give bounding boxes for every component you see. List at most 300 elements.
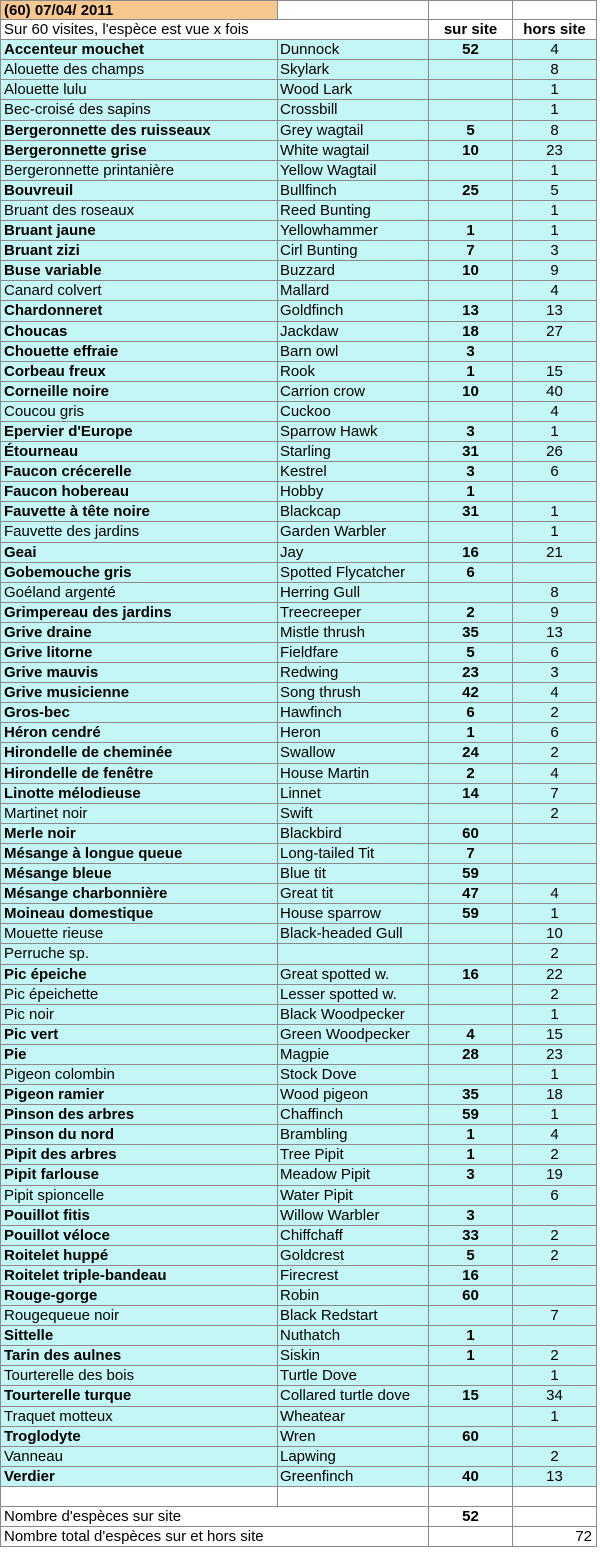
count-off-site[interactable]: 1 (513, 80, 597, 100)
species-english-name[interactable]: Hawfinch (278, 703, 429, 723)
empty-cell[interactable] (0, 1487, 278, 1507)
count-on-site[interactable]: 7 (429, 844, 513, 864)
species-french-name[interactable]: Pic noir (0, 1005, 278, 1025)
species-french-name[interactable]: Grive mauvis (0, 663, 278, 683)
species-english-name[interactable]: Song thrush (278, 683, 429, 703)
species-french-name[interactable]: Geai (0, 543, 278, 563)
count-on-site[interactable] (429, 1366, 513, 1386)
count-on-site[interactable]: 59 (429, 904, 513, 924)
count-on-site[interactable]: 35 (429, 623, 513, 643)
species-english-name[interactable]: Buzzard (278, 261, 429, 281)
count-off-site[interactable]: 1 (513, 1366, 597, 1386)
species-french-name[interactable]: Rouge-gorge (0, 1286, 278, 1306)
count-on-site[interactable]: 1 (429, 723, 513, 743)
count-off-site[interactable]: 40 (513, 382, 597, 402)
count-on-site[interactable]: 31 (429, 442, 513, 462)
count-on-site[interactable] (429, 80, 513, 100)
species-french-name[interactable]: Choucas (0, 322, 278, 342)
species-english-name[interactable]: Black-headed Gull (278, 924, 429, 944)
species-english-name[interactable] (278, 944, 429, 964)
species-french-name[interactable]: Sittelle (0, 1326, 278, 1346)
species-english-name[interactable]: Fieldfare (278, 643, 429, 663)
count-on-site[interactable]: 59 (429, 1105, 513, 1125)
species-english-name[interactable]: Meadow Pipit (278, 1165, 429, 1185)
count-on-site[interactable]: 31 (429, 502, 513, 522)
species-english-name[interactable]: Blackcap (278, 502, 429, 522)
species-french-name[interactable]: Hirondelle de cheminée (0, 743, 278, 763)
species-french-name[interactable]: Perruche sp. (0, 944, 278, 964)
count-on-site[interactable]: 42 (429, 683, 513, 703)
species-english-name[interactable]: Carrion crow (278, 382, 429, 402)
count-off-site[interactable] (513, 1206, 597, 1226)
species-english-name[interactable]: Wheatear (278, 1407, 429, 1427)
count-off-site[interactable] (513, 563, 597, 583)
count-on-site[interactable]: 40 (429, 1467, 513, 1487)
species-french-name[interactable]: Alouette des champs (0, 60, 278, 80)
count-off-site[interactable]: 13 (513, 1467, 597, 1487)
species-english-name[interactable]: Swift (278, 804, 429, 824)
species-total-value[interactable]: 72 (513, 1527, 597, 1547)
species-english-name[interactable]: Goldfinch (278, 301, 429, 321)
count-on-site[interactable]: 25 (429, 181, 513, 201)
species-french-name[interactable]: Moineau domestique (0, 904, 278, 924)
species-english-name[interactable]: Siskin (278, 1346, 429, 1366)
count-off-site[interactable]: 4 (513, 1125, 597, 1145)
species-english-name[interactable]: Collared turtle dove (278, 1386, 429, 1406)
count-on-site[interactable]: 35 (429, 1085, 513, 1105)
count-on-site[interactable]: 5 (429, 643, 513, 663)
count-on-site[interactable]: 6 (429, 703, 513, 723)
species-french-name[interactable]: Pie (0, 1045, 278, 1065)
count-on-site[interactable] (429, 402, 513, 422)
empty-cell[interactable] (513, 0, 597, 20)
count-on-site[interactable]: 4 (429, 1025, 513, 1045)
count-off-site[interactable]: 6 (513, 723, 597, 743)
count-on-site[interactable]: 59 (429, 864, 513, 884)
species-french-name[interactable]: Grive draine (0, 623, 278, 643)
count-on-site[interactable]: 60 (429, 824, 513, 844)
count-on-site[interactable]: 60 (429, 1286, 513, 1306)
species-french-name[interactable]: Alouette lulu (0, 80, 278, 100)
species-french-name[interactable]: Rougequeue noir (0, 1306, 278, 1326)
species-french-name[interactable]: Linotte mélodieuse (0, 784, 278, 804)
species-english-name[interactable]: Water Pipit (278, 1186, 429, 1206)
empty-cell[interactable] (429, 1527, 513, 1547)
species-english-name[interactable]: Heron (278, 723, 429, 743)
count-off-site[interactable]: 23 (513, 141, 597, 161)
count-on-site[interactable] (429, 281, 513, 301)
species-english-name[interactable]: House sparrow (278, 904, 429, 924)
count-on-site[interactable]: 3 (429, 342, 513, 362)
count-off-site[interactable]: 1 (513, 1005, 597, 1025)
header-on-site[interactable]: sur site (429, 20, 513, 40)
count-on-site[interactable] (429, 804, 513, 824)
count-off-site[interactable]: 15 (513, 362, 597, 382)
count-off-site[interactable]: 5 (513, 181, 597, 201)
count-off-site[interactable]: 2 (513, 985, 597, 1005)
species-english-name[interactable]: Great tit (278, 884, 429, 904)
species-english-name[interactable]: Green Woodpecker (278, 1025, 429, 1045)
species-french-name[interactable]: Bruant des roseaux (0, 201, 278, 221)
count-on-site[interactable]: 23 (429, 663, 513, 683)
count-off-site[interactable]: 1 (513, 1105, 597, 1125)
count-on-site[interactable]: 47 (429, 884, 513, 904)
species-french-name[interactable]: Pinson des arbres (0, 1105, 278, 1125)
empty-cell[interactable] (278, 1487, 429, 1507)
count-off-site[interactable]: 21 (513, 543, 597, 563)
species-french-name[interactable]: Héron cendré (0, 723, 278, 743)
species-french-name[interactable]: Bergeronnette des ruisseaux (0, 121, 278, 141)
species-english-name[interactable]: Lesser spotted w. (278, 985, 429, 1005)
species-english-name[interactable]: Stock Dove (278, 1065, 429, 1085)
count-off-site[interactable]: 2 (513, 1447, 597, 1467)
count-off-site[interactable]: 1 (513, 1065, 597, 1085)
species-french-name[interactable]: Faucon hobereau (0, 482, 278, 502)
species-french-name[interactable]: Canard colvert (0, 281, 278, 301)
species-english-name[interactable]: Sparrow Hawk (278, 422, 429, 442)
count-on-site[interactable]: 14 (429, 784, 513, 804)
count-off-site[interactable]: 1 (513, 1407, 597, 1427)
species-english-name[interactable]: Starling (278, 442, 429, 462)
species-english-name[interactable]: Swallow (278, 743, 429, 763)
count-off-site[interactable] (513, 1286, 597, 1306)
count-on-site[interactable]: 5 (429, 1246, 513, 1266)
species-french-name[interactable]: Mouette rieuse (0, 924, 278, 944)
count-on-site[interactable] (429, 60, 513, 80)
species-english-name[interactable]: Yellowhammer (278, 221, 429, 241)
count-off-site[interactable] (513, 342, 597, 362)
species-french-name[interactable]: Roitelet triple-bandeau (0, 1266, 278, 1286)
species-english-name[interactable]: Hobby (278, 482, 429, 502)
count-on-site[interactable]: 2 (429, 764, 513, 784)
species-french-name[interactable]: Buse variable (0, 261, 278, 281)
species-french-name[interactable]: Grimpereau des jardins (0, 603, 278, 623)
count-on-site[interactable]: 3 (429, 422, 513, 442)
count-off-site[interactable] (513, 482, 597, 502)
count-off-site[interactable]: 15 (513, 1025, 597, 1045)
count-off-site[interactable]: 8 (513, 60, 597, 80)
count-off-site[interactable] (513, 844, 597, 864)
species-english-name[interactable]: Dunnock (278, 40, 429, 60)
species-english-name[interactable]: Cuckoo (278, 402, 429, 422)
count-off-site[interactable] (513, 1326, 597, 1346)
species-french-name[interactable]: Vanneau (0, 1447, 278, 1467)
species-english-name[interactable]: Tree Pipit (278, 1145, 429, 1165)
species-french-name[interactable]: Pigeon ramier (0, 1085, 278, 1105)
count-off-site[interactable]: 34 (513, 1386, 597, 1406)
species-english-name[interactable]: Garden Warbler (278, 522, 429, 542)
species-french-name[interactable]: Pipit spioncelle (0, 1186, 278, 1206)
count-on-site[interactable]: 24 (429, 743, 513, 763)
species-english-name[interactable]: Redwing (278, 663, 429, 683)
count-off-site[interactable]: 1 (513, 161, 597, 181)
species-french-name[interactable]: Tourterelle des bois (0, 1366, 278, 1386)
species-french-name[interactable]: Verdier (0, 1467, 278, 1487)
count-off-site[interactable]: 19 (513, 1165, 597, 1185)
species-french-name[interactable]: Chouette effraie (0, 342, 278, 362)
count-off-site[interactable]: 26 (513, 442, 597, 462)
species-english-name[interactable]: Wren (278, 1427, 429, 1447)
count-off-site[interactable]: 13 (513, 623, 597, 643)
count-on-site[interactable]: 18 (429, 322, 513, 342)
species-english-name[interactable]: Willow Warbler (278, 1206, 429, 1226)
count-off-site[interactable]: 2 (513, 1346, 597, 1366)
species-english-name[interactable]: Turtle Dove (278, 1366, 429, 1386)
species-english-name[interactable]: Crossbill (278, 100, 429, 120)
count-off-site[interactable]: 10 (513, 924, 597, 944)
species-english-name[interactable]: Jay (278, 543, 429, 563)
species-french-name[interactable]: Mésange à longue queue (0, 844, 278, 864)
count-off-site[interactable] (513, 1266, 597, 1286)
count-on-site[interactable]: 1 (429, 1125, 513, 1145)
species-english-name[interactable]: Linnet (278, 784, 429, 804)
species-french-name[interactable]: Hirondelle de fenêtre (0, 764, 278, 784)
count-on-site[interactable]: 33 (429, 1226, 513, 1246)
count-off-site[interactable] (513, 1427, 597, 1447)
count-on-site[interactable]: 2 (429, 603, 513, 623)
species-french-name[interactable]: Bergeronnette printanière (0, 161, 278, 181)
species-english-name[interactable]: Magpie (278, 1045, 429, 1065)
count-on-site[interactable]: 28 (429, 1045, 513, 1065)
count-off-site[interactable] (513, 824, 597, 844)
count-off-site[interactable]: 2 (513, 944, 597, 964)
count-on-site[interactable] (429, 100, 513, 120)
count-on-site[interactable] (429, 985, 513, 1005)
species-english-name[interactable]: Brambling (278, 1125, 429, 1145)
count-off-site[interactable]: 1 (513, 100, 597, 120)
count-on-site[interactable] (429, 1005, 513, 1025)
count-on-site[interactable]: 10 (429, 261, 513, 281)
species-french-name[interactable]: Accenteur mouchet (0, 40, 278, 60)
species-english-name[interactable]: Wood Lark (278, 80, 429, 100)
species-french-name[interactable]: Goéland argenté (0, 583, 278, 603)
species-english-name[interactable]: Chiffchaff (278, 1226, 429, 1246)
species-french-name[interactable]: Chardonneret (0, 301, 278, 321)
species-french-name[interactable]: Martinet noir (0, 804, 278, 824)
species-english-name[interactable]: Robin (278, 1286, 429, 1306)
species-english-name[interactable]: White wagtail (278, 141, 429, 161)
sheet-title[interactable]: (60) 07/04/ 2011 (0, 0, 278, 20)
species-english-name[interactable]: Lapwing (278, 1447, 429, 1467)
species-english-name[interactable]: Skylark (278, 60, 429, 80)
count-on-site[interactable]: 7 (429, 241, 513, 261)
species-french-name[interactable]: Grive litorne (0, 643, 278, 663)
species-french-name[interactable]: Gros-bec (0, 703, 278, 723)
species-french-name[interactable]: Pic vert (0, 1025, 278, 1045)
count-off-site[interactable]: 4 (513, 40, 597, 60)
count-off-site[interactable]: 2 (513, 1226, 597, 1246)
species-french-name[interactable]: Merle noir (0, 824, 278, 844)
species-french-name[interactable]: Pouillot véloce (0, 1226, 278, 1246)
count-off-site[interactable]: 1 (513, 904, 597, 924)
species-french-name[interactable]: Pic épeiche (0, 965, 278, 985)
count-off-site[interactable]: 4 (513, 764, 597, 784)
species-french-name[interactable]: Faucon crécerelle (0, 462, 278, 482)
count-on-site[interactable]: 60 (429, 1427, 513, 1447)
count-on-site[interactable]: 1 (429, 482, 513, 502)
count-on-site[interactable]: 5 (429, 121, 513, 141)
count-off-site[interactable]: 7 (513, 1306, 597, 1326)
species-english-name[interactable]: Great spotted w. (278, 965, 429, 985)
count-off-site[interactable]: 13 (513, 301, 597, 321)
species-french-name[interactable]: Étourneau (0, 442, 278, 462)
species-french-name[interactable]: Tarin des aulnes (0, 1346, 278, 1366)
species-english-name[interactable]: Yellow Wagtail (278, 161, 429, 181)
count-off-site[interactable]: 4 (513, 281, 597, 301)
species-english-name[interactable]: Nuthatch (278, 1326, 429, 1346)
species-english-name[interactable]: Wood pigeon (278, 1085, 429, 1105)
count-on-site[interactable]: 1 (429, 1326, 513, 1346)
subtitle[interactable]: Sur 60 visites, l'espèce est vue x fois (0, 20, 429, 40)
species-english-name[interactable]: Reed Bunting (278, 201, 429, 221)
species-french-name[interactable]: Pigeon colombin (0, 1065, 278, 1085)
species-french-name[interactable]: Troglodyte (0, 1427, 278, 1447)
count-off-site[interactable]: 1 (513, 502, 597, 522)
count-on-site[interactable] (429, 201, 513, 221)
species-french-name[interactable]: Bruant jaune (0, 221, 278, 241)
species-french-name[interactable]: Bec-croisé des sapins (0, 100, 278, 120)
count-off-site[interactable]: 27 (513, 322, 597, 342)
species-total-label[interactable]: Nombre total d'espèces sur et hors site (0, 1527, 429, 1547)
count-on-site[interactable]: 10 (429, 382, 513, 402)
species-english-name[interactable]: Rook (278, 362, 429, 382)
species-english-name[interactable]: Mistle thrush (278, 623, 429, 643)
count-off-site[interactable]: 1 (513, 522, 597, 542)
species-english-name[interactable]: Blue tit (278, 864, 429, 884)
count-on-site[interactable] (429, 1065, 513, 1085)
species-english-name[interactable]: Bullfinch (278, 181, 429, 201)
species-english-name[interactable]: Treecreeper (278, 603, 429, 623)
count-off-site[interactable]: 3 (513, 241, 597, 261)
count-off-site[interactable]: 6 (513, 1186, 597, 1206)
count-off-site[interactable]: 7 (513, 784, 597, 804)
count-on-site[interactable] (429, 944, 513, 964)
count-off-site[interactable]: 6 (513, 462, 597, 482)
species-on-site-value[interactable]: 52 (429, 1507, 513, 1527)
count-off-site[interactable]: 4 (513, 402, 597, 422)
count-off-site[interactable]: 1 (513, 221, 597, 241)
species-french-name[interactable]: Corbeau freux (0, 362, 278, 382)
species-english-name[interactable]: Cirl Bunting (278, 241, 429, 261)
species-french-name[interactable]: Bergeronnette grise (0, 141, 278, 161)
count-off-site[interactable]: 2 (513, 804, 597, 824)
count-on-site[interactable] (429, 522, 513, 542)
count-off-site[interactable]: 2 (513, 743, 597, 763)
species-english-name[interactable]: Grey wagtail (278, 121, 429, 141)
count-on-site[interactable] (429, 1306, 513, 1326)
species-french-name[interactable]: Bruant zizi (0, 241, 278, 261)
count-off-site[interactable] (513, 864, 597, 884)
species-english-name[interactable]: Blackbird (278, 824, 429, 844)
species-english-name[interactable]: Firecrest (278, 1266, 429, 1286)
species-french-name[interactable]: Pinson du nord (0, 1125, 278, 1145)
species-english-name[interactable]: House Martin (278, 764, 429, 784)
species-french-name[interactable]: Traquet motteux (0, 1407, 278, 1427)
species-french-name[interactable]: Corneille noire (0, 382, 278, 402)
species-english-name[interactable]: Barn owl (278, 342, 429, 362)
count-off-site[interactable]: 9 (513, 603, 597, 623)
species-french-name[interactable]: Coucou gris (0, 402, 278, 422)
count-off-site[interactable]: 23 (513, 1045, 597, 1065)
count-off-site[interactable]: 6 (513, 643, 597, 663)
species-french-name[interactable]: Grive musicienne (0, 683, 278, 703)
count-off-site[interactable]: 18 (513, 1085, 597, 1105)
species-french-name[interactable]: Gobemouche gris (0, 563, 278, 583)
count-on-site[interactable] (429, 583, 513, 603)
count-on-site[interactable] (429, 1186, 513, 1206)
species-french-name[interactable]: Pic épeichette (0, 985, 278, 1005)
species-english-name[interactable]: Goldcrest (278, 1246, 429, 1266)
species-english-name[interactable]: Jackdaw (278, 322, 429, 342)
species-french-name[interactable]: Mésange charbonnière (0, 884, 278, 904)
species-french-name[interactable]: Roitelet huppé (0, 1246, 278, 1266)
species-french-name[interactable]: Fauvette à tête noire (0, 502, 278, 522)
species-english-name[interactable]: Herring Gull (278, 583, 429, 603)
species-english-name[interactable]: Mallard (278, 281, 429, 301)
count-on-site[interactable]: 13 (429, 301, 513, 321)
count-on-site[interactable]: 1 (429, 221, 513, 241)
count-on-site[interactable]: 1 (429, 362, 513, 382)
count-off-site[interactable]: 3 (513, 663, 597, 683)
species-french-name[interactable]: Pipit des arbres (0, 1145, 278, 1165)
species-french-name[interactable]: Pouillot fitis (0, 1206, 278, 1226)
count-on-site[interactable]: 1 (429, 1346, 513, 1366)
empty-cell[interactable] (429, 0, 513, 20)
species-english-name[interactable]: Chaffinch (278, 1105, 429, 1125)
empty-cell[interactable] (429, 1487, 513, 1507)
empty-cell[interactable] (513, 1507, 597, 1527)
species-french-name[interactable]: Bouvreuil (0, 181, 278, 201)
count-on-site[interactable]: 16 (429, 543, 513, 563)
species-english-name[interactable]: Black Woodpecker (278, 1005, 429, 1025)
count-off-site[interactable]: 8 (513, 121, 597, 141)
species-french-name[interactable]: Pipit farlouse (0, 1165, 278, 1185)
species-english-name[interactable]: Long-tailed Tit (278, 844, 429, 864)
count-off-site[interactable]: 2 (513, 1145, 597, 1165)
count-on-site[interactable]: 1 (429, 1145, 513, 1165)
count-on-site[interactable]: 52 (429, 40, 513, 60)
species-english-name[interactable]: Kestrel (278, 462, 429, 482)
species-english-name[interactable]: Greenfinch (278, 1467, 429, 1487)
count-on-site[interactable] (429, 1407, 513, 1427)
count-off-site[interactable]: 1 (513, 201, 597, 221)
count-off-site[interactable]: 4 (513, 884, 597, 904)
count-off-site[interactable]: 4 (513, 683, 597, 703)
species-french-name[interactable]: Tourterelle turque (0, 1386, 278, 1406)
species-english-name[interactable]: Black Redstart (278, 1306, 429, 1326)
species-on-site-label[interactable]: Nombre d'espèces sur site (0, 1507, 429, 1527)
count-on-site[interactable]: 15 (429, 1386, 513, 1406)
count-on-site[interactable]: 16 (429, 1266, 513, 1286)
count-on-site[interactable] (429, 161, 513, 181)
empty-cell[interactable] (513, 1487, 597, 1507)
count-on-site[interactable] (429, 1447, 513, 1467)
count-on-site[interactable] (429, 924, 513, 944)
species-french-name[interactable]: Mésange bleue (0, 864, 278, 884)
species-french-name[interactable]: Fauvette des jardins (0, 522, 278, 542)
count-off-site[interactable]: 8 (513, 583, 597, 603)
count-off-site[interactable]: 2 (513, 1246, 597, 1266)
count-on-site[interactable]: 16 (429, 965, 513, 985)
count-on-site[interactable]: 6 (429, 563, 513, 583)
count-on-site[interactable]: 3 (429, 462, 513, 482)
count-off-site[interactable]: 1 (513, 422, 597, 442)
species-french-name[interactable]: Epervier d'Europe (0, 422, 278, 442)
empty-cell[interactable] (278, 0, 429, 20)
count-off-site[interactable]: 9 (513, 261, 597, 281)
count-on-site[interactable]: 10 (429, 141, 513, 161)
count-on-site[interactable]: 3 (429, 1206, 513, 1226)
